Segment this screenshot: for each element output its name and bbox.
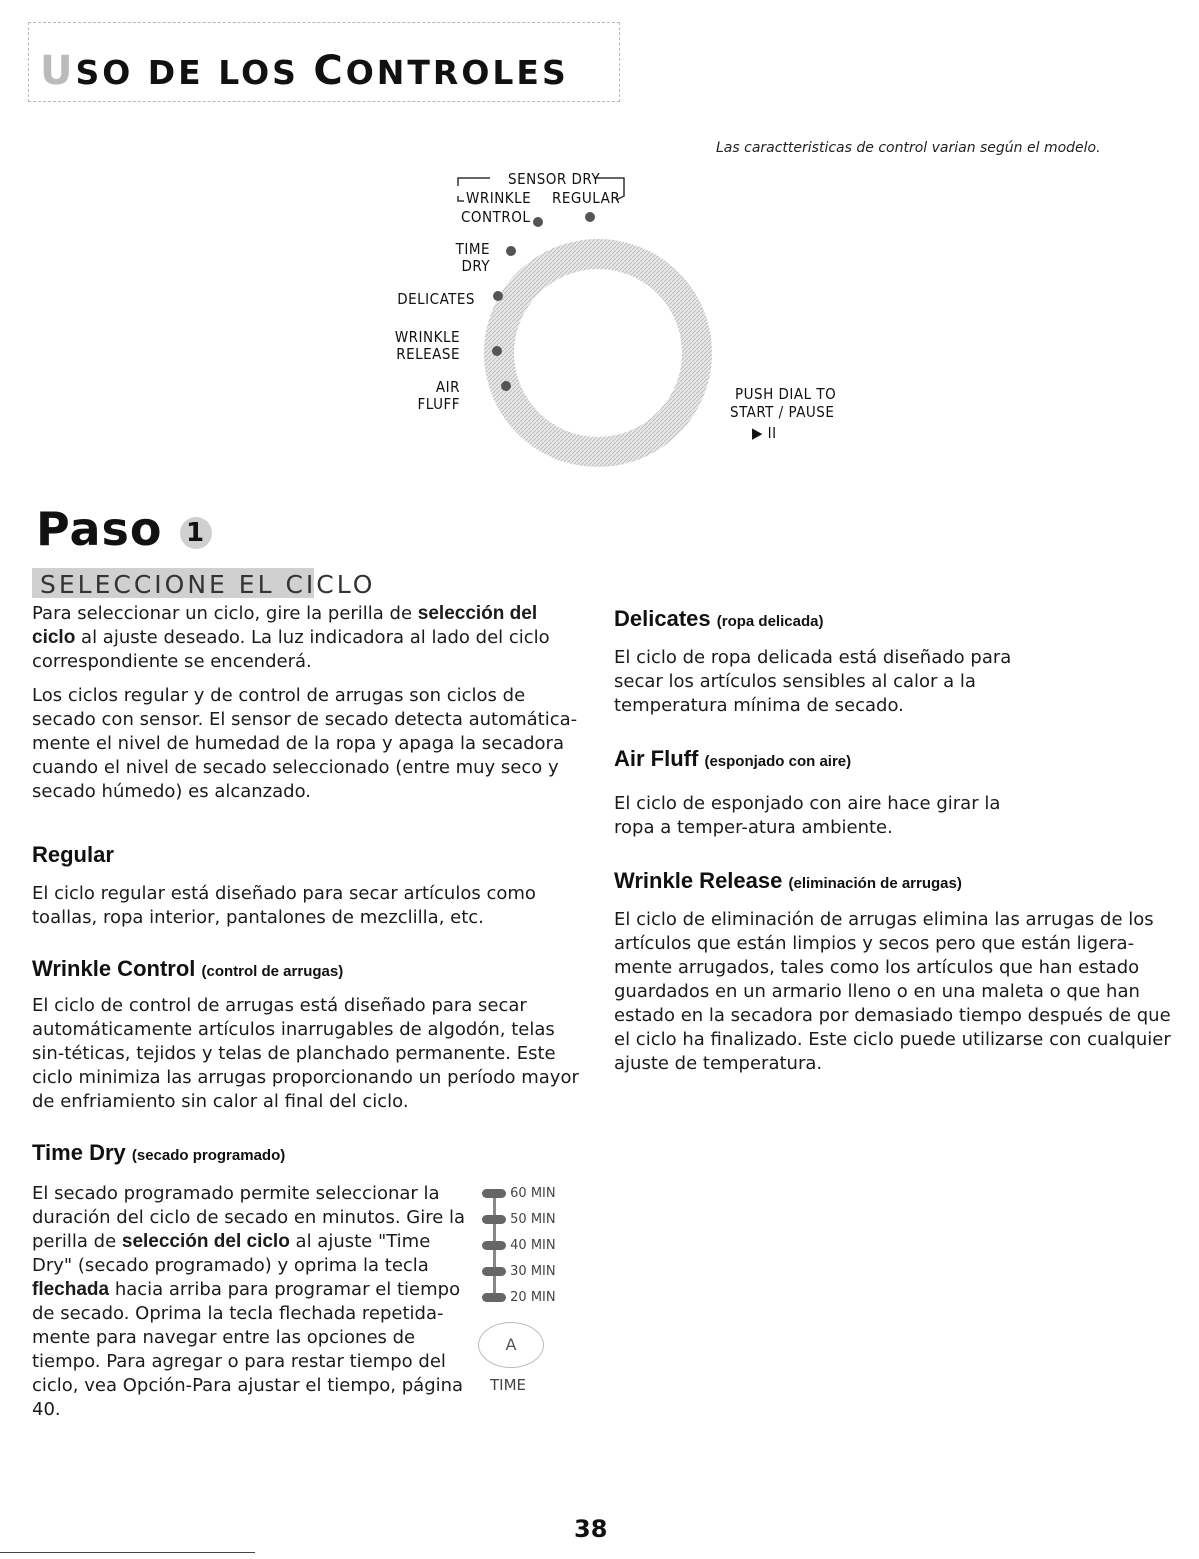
- time-label: TIME: [490, 1376, 527, 1394]
- delicates-text: El ciclo de ropa delicada está diseñado para secar los artículos sensibles al calor a la temperatura mínima de secado.: [614, 647, 1012, 716]
- wrinkle-release-text: El ciclo de eliminación de arrugas elimina las arrugas de los artículos que están limpios y secos pero que están ligera-mente arrugados, tales como los artículos que han estado guardados en un armario lleno o en una maleta o que han estado en la secadora por demasiado tiempo después de que el ciclo ha finalizado. Este ciclo puede utilizarse con cualquier ajuste de temperatura.: [614, 909, 1171, 1074]
- timer-option: 40 MIN: [482, 1238, 556, 1253]
- regular-text: El ciclo regular está diseñado para secar artículos como toallas, ropa interior, pantalones de mezclilla, etc.: [32, 883, 536, 928]
- time-dry-heading: Time Dry (secado programado): [32, 1140, 286, 1165]
- footer-rule: [0, 1552, 255, 1553]
- timer-option: 30 MIN: [482, 1264, 556, 1279]
- wrinkle-release-heading: Wrinkle Release (eliminación de arrugas): [614, 868, 962, 893]
- intro-paragraph-1: Para seleccionar un ciclo, gire la perilla de selección del ciclo al ajuste deseado. La luz indicadora al lado del ciclo correspondiente se encenderá.: [32, 603, 550, 672]
- label-dry: DRY: [461, 257, 490, 275]
- timer-option: 50 MIN: [482, 1212, 556, 1227]
- label-push-dial: PUSH DIAL TO: [735, 385, 837, 403]
- play-pause-icon: ▶ II: [752, 424, 777, 442]
- indicator-wrinkle-release: [492, 346, 502, 356]
- wrinkle-control-heading: Wrinkle Control (control de arrugas): [32, 956, 344, 981]
- regular-heading: Regular: [32, 842, 114, 867]
- air-fluff-heading: Air Fluff (esponjado con aire): [614, 746, 852, 771]
- indicator-time-dry: [506, 246, 516, 256]
- wrinkle-control-text: El ciclo de control de arrugas está diseñado para secar automáticamente artículos inarrugables de algodón, telas sin-téticas, tejidos y telas de planchado permanente. Este ciclo minimiza las arrugas proporcionando un período mayor de enfriamiento sin calor al final del ciclo.: [32, 995, 579, 1112]
- delicates-heading: Delicates (ropa delicada): [614, 606, 824, 631]
- label-fluff: FLUFF: [417, 395, 460, 413]
- label-wrinkle-release-1: WRINKLE: [394, 328, 460, 346]
- control-dial-diagram: [380, 170, 860, 470]
- page-number: 38: [574, 1515, 608, 1543]
- intro-paragraph-2: Los ciclos regular y de control de arrugas son ciclos de secado con sensor. El sensor de secado detecta automática-mente el nivel de humedad de la ropa y apaga la secadora cuando el nivel de secado seleccionado (entre muy seco y secado húmedo) es alcanzado.: [32, 685, 578, 802]
- timer-option: 60 MIN: [482, 1186, 556, 1201]
- step-heading: Paso 1: [36, 502, 212, 556]
- indicator-sensor-regular: [585, 212, 595, 222]
- label-time: TIME: [455, 240, 490, 258]
- timer-option: 20 MIN: [482, 1290, 556, 1305]
- label-control: CONTROL: [461, 208, 531, 226]
- time-up-button: A: [478, 1322, 544, 1368]
- page-title: USO DE LOS CONTROLES: [40, 48, 569, 94]
- time-dry-text: El secado programado permite seleccionar la duración del ciclo de secado en minutos. Gire la perilla de selección del ciclo al ajuste "Time Dry" (secado programado) y oprima la tecla flechada hacia arriba para programar el tiempo de secado. Oprima la tecla flechada repetida-mente para navegar entre las opciones de tiempo. Para agregar o para restar tiempo del ciclo, vea Opción-Para ajustar el tiempo, página 40.: [32, 1183, 466, 1420]
- model-note: Las caractteristicas de control varian según el modelo.: [716, 140, 1101, 156]
- air-fluff-text: El ciclo de esponjado con aire hace girar la ropa a temper-atura ambiente.: [614, 793, 1001, 838]
- label-start-pause: START / PAUSE: [730, 403, 835, 421]
- left-column: [32, 602, 580, 814]
- label-wrinkle-release-2: RELEASE: [396, 345, 460, 363]
- label-regular: REGULAR: [552, 189, 621, 207]
- label-air: AIR: [435, 378, 460, 396]
- indicator-delicates: [493, 291, 503, 301]
- step-number-badge: 1: [180, 517, 212, 549]
- label-sensor-dry: SENSOR DRY: [508, 170, 601, 188]
- label-delicates: DELICATES: [397, 290, 475, 308]
- section-title: SELECCIONE EL CICLO: [40, 570, 376, 599]
- indicator-sensor-wrinkle: [533, 217, 543, 227]
- indicator-air-fluff: [501, 381, 511, 391]
- label-wrinkle: WRINKLE: [466, 189, 532, 207]
